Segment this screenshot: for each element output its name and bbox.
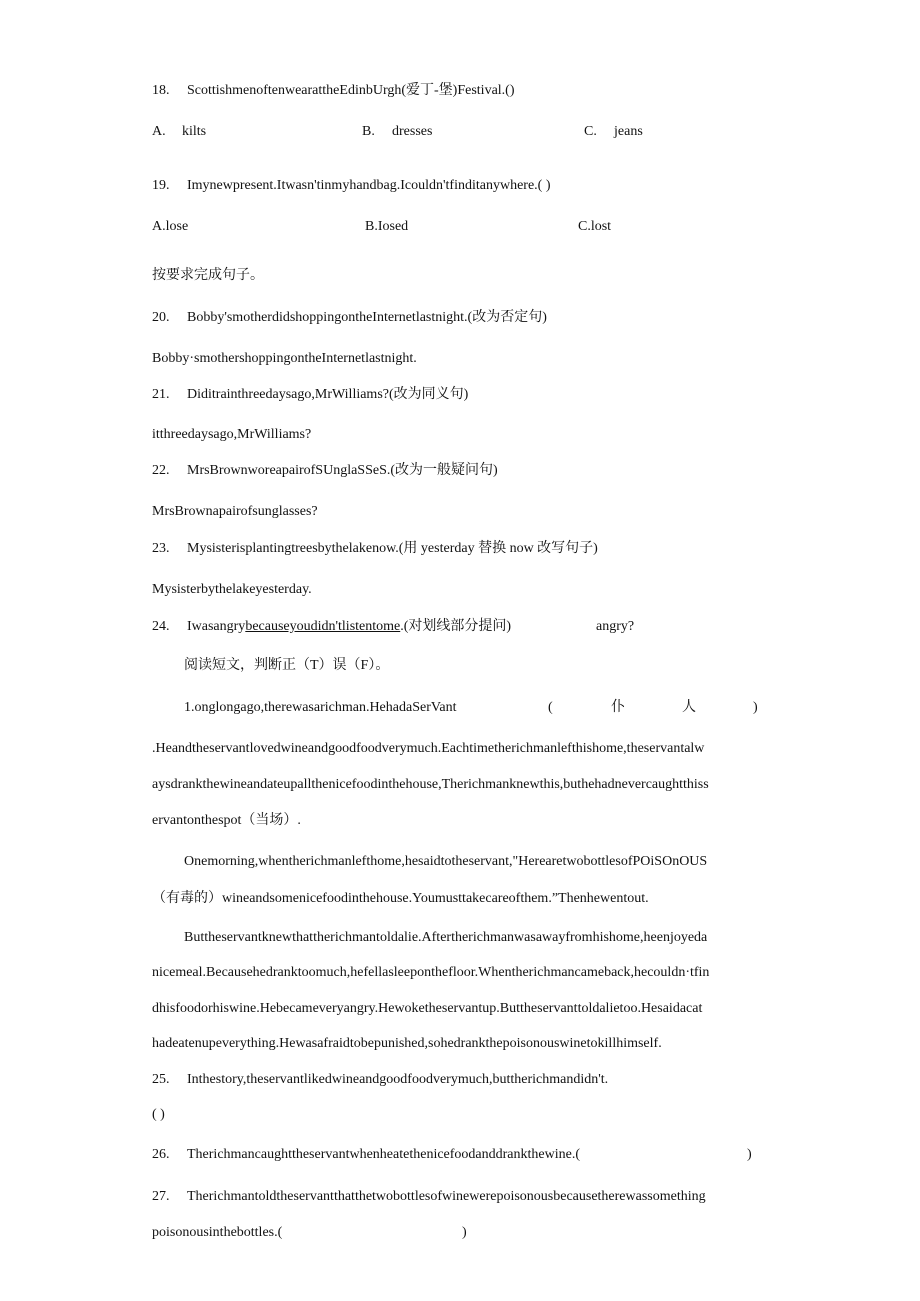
question-23 <box>152 540 598 558</box>
passage-p1-line2: .Heandtheservantlovedwineandgoodfoodverymuch.Eachtimetherichmanlefthishome,theservantalw <box>152 741 705 756</box>
question-19 <box>152 177 551 195</box>
q18-option-b <box>362 123 432 141</box>
q21-answer-line: itthreedaysago,MrWilliams? <box>152 427 312 442</box>
passage-p1-line3: aysdrankthewineandateupallthenicefoodinthehouse,Therichmanknewthis,buthehadnevercaughtthiss <box>152 777 709 792</box>
q22-answer-line: MrsBrownapairofsunglasses? <box>152 504 318 519</box>
question-number: 19. <box>152 178 170 193</box>
question-number: 23. <box>152 541 170 556</box>
option-text: kilts <box>182 124 207 139</box>
q25-answer-paren: ( ) <box>152 1107 165 1122</box>
question-25 <box>152 1071 608 1089</box>
question-text-post: .(对划线部分提问) <box>400 619 512 634</box>
option-text: jeans <box>614 124 643 139</box>
question-text: Therichmantoldtheservantthatthetwobottlesofwinewerepoisonousbecausetherewassomething <box>187 1189 706 1204</box>
passage-p1-line1: 1.onglongago,therewasarichman.HehadaSerVant <box>184 700 457 715</box>
question-number: 27. <box>152 1189 170 1204</box>
question-number: 25. <box>152 1072 170 1087</box>
question-27 <box>152 1188 706 1206</box>
option-letter: B. <box>362 124 375 139</box>
q18-option-c <box>584 123 643 141</box>
q27-line2: poisonousinthebottles.( <box>152 1225 283 1240</box>
q27-paren-close: ) <box>462 1225 467 1240</box>
q19-option-c: C.lost <box>578 219 612 234</box>
passage-paren-open: ( <box>548 700 553 715</box>
question-20 <box>152 309 547 327</box>
passage-p2-line2: （有毒的）wineandsomenicefoodinthehouse.Youmusttakecareofthem.”Thenhewentout. <box>152 891 649 906</box>
question-text: Inthestory,theservantlikedwineandgoodfoodverymuch,buttherichmandidn't. <box>187 1072 609 1087</box>
question-text: MrsBrownworeapairofSUnglaSSeS.(改为一般疑问句) <box>187 463 498 478</box>
question-number: 18. <box>152 83 170 98</box>
passage-p3-line2: nicemeal.Becausehedranktoomuch,hefellasleeponthefloor.Whentherichmancameback,hecouldn·tfin <box>152 965 710 980</box>
question-26 <box>152 1146 580 1164</box>
question-text: Mysisterisplantingtreesbythelakenow.(用 yesterday 替换 now 改写句子) <box>187 541 598 556</box>
passage-char-1: 仆 <box>611 700 625 715</box>
q18-option-a <box>152 123 206 141</box>
passage-p2-line1: Onemorning,whentherichmanlefthome,hesaidtotheservant,"HerearetwobottlesofPOiSOnOUS <box>184 854 708 869</box>
question-text-pre: Iwasangry <box>187 619 246 634</box>
question-number: 24. <box>152 619 170 634</box>
question-number: 20. <box>152 310 170 325</box>
passage-p3-line1: Buttheservantknewthattherichmantoldalie.Aftertherichmanwasawayfromhishome,heenjoyeda <box>184 930 708 945</box>
passage-p1-line4: ervantonthespot（当场）. <box>152 813 301 828</box>
option-letter: C. <box>584 124 597 139</box>
question-number: 22. <box>152 463 170 478</box>
q26-paren-close: ) <box>747 1147 752 1162</box>
q20-answer-line: Bobby·smothershoppingontheInternetlastnight. <box>152 351 417 366</box>
underlined-phrase: becauseyoudidn'tlistentome <box>245 619 401 634</box>
q19-option-a: A.lose <box>152 219 189 234</box>
question-number: 26. <box>152 1147 170 1162</box>
section-heading-sentences: 按要求完成句子。 <box>152 268 264 283</box>
passage-p3-line3: dhisfoodorhiswine.Hebecameveryangry.Hewoketheservantup.Buttheservanttoldalietoo.Hesaidacat <box>152 1001 703 1016</box>
q23-answer-line: Mysisterbythelakeyesterday. <box>152 582 312 597</box>
passage-paren-close: ) <box>753 700 758 715</box>
section-heading-reading: 阅读短文，判断正（T）误（F）。 <box>184 658 390 673</box>
question-text: ScottishmenoftenwearattheEdinbUrgh(爱丁-堡)Festival.() <box>187 83 515 98</box>
question-text: Therichmancaughttheservantwhenheatethenicefoodanddrankthewine.( <box>187 1147 580 1162</box>
question-text: Imynewpresent.Itwasn'tinmyhandbag.Icouldn'tfinditanywhere.( ) <box>187 178 551 193</box>
question-18 <box>152 82 515 100</box>
option-text: dresses <box>392 124 433 139</box>
question-21 <box>152 386 468 404</box>
option-letter: A. <box>152 124 166 139</box>
q19-option-b: B.Iosed <box>365 219 409 234</box>
passage-p3-line4: hadeatenupeverything.Hewasafraidtobepunished,sohedrankthepoisonouswinetokillhimself. <box>152 1036 662 1051</box>
question-number: 21. <box>152 387 170 402</box>
question-24 <box>152 618 511 636</box>
passage-char-2: 人 <box>682 700 696 715</box>
q24-answer-tail: angry? <box>596 619 635 634</box>
question-22 <box>152 462 498 480</box>
question-text: Bobby'smotherdidshoppingontheInternetlastnight.(改为否定句) <box>187 310 547 325</box>
question-text: Diditrainthreedaysago,MrWilliams?(改为同义句) <box>187 387 469 402</box>
